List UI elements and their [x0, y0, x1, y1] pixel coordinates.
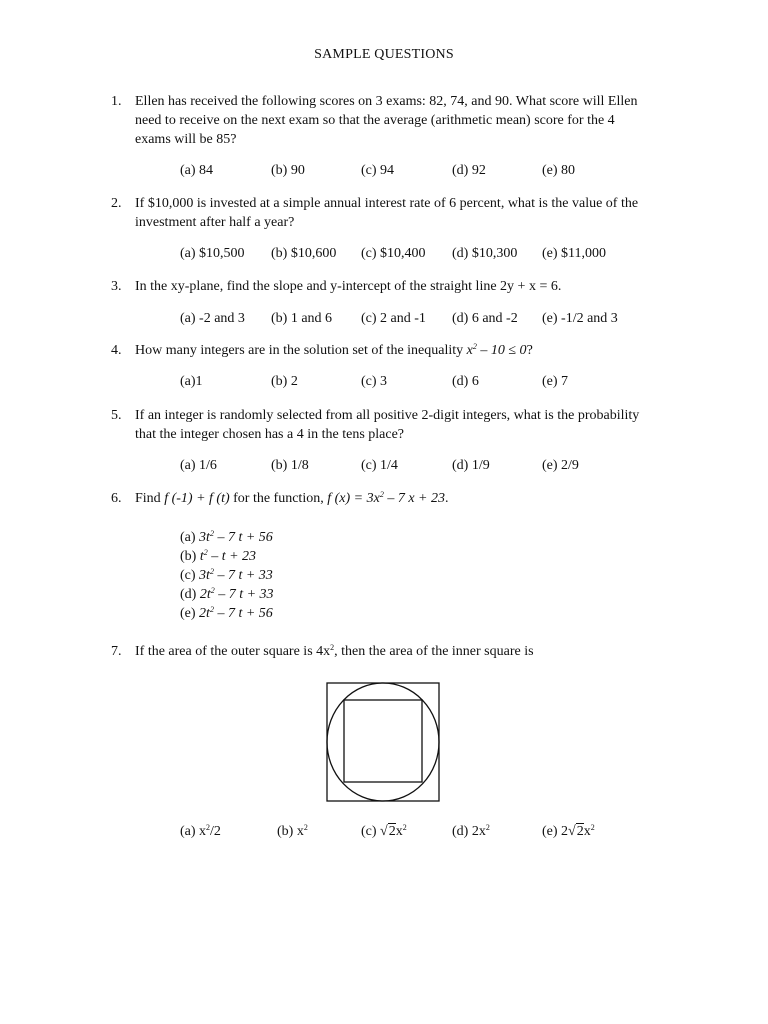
choice-d[interactable]: (d) $10,300: [452, 246, 518, 261]
stem-line: exams will be 85?: [135, 131, 237, 147]
choice-b[interactable]: (b) $t^2 - t + 23$: [180, 548, 257, 565]
question-number: 1.: [111, 94, 122, 109]
choice-d[interactable]: (d) $2t^2 - 7$ t + 33: [180, 586, 274, 603]
choice-b[interactable]: (b) 2: [271, 374, 298, 389]
choice-e[interactable]: (e) 80: [542, 163, 576, 178]
choice-d[interactable]: (d) 6 and -2: [452, 311, 518, 326]
question-number: 2.: [111, 196, 122, 211]
choice-a[interactable]: (a) $10,500: [180, 246, 245, 261]
stem-line: In the xy-plane, find the slope and y-intercept of the straight line 2y + x = 6.: [135, 279, 562, 294]
stem-text: How many integers are in the solution set of the inequality: [135, 343, 467, 358]
question-3: [111, 278, 671, 297]
sqrt-symbol: √2: [568, 824, 584, 839]
stem-line: If $10,000 is invested at a simple annual interest rate of 6 percent, what is the value of the: [135, 196, 639, 211]
question-stem: [135, 278, 671, 297]
choice-c[interactable]: (c) $3t^2 - 7$ t + 33: [180, 567, 273, 584]
choice-e[interactable]: (e) 7: [542, 374, 569, 389]
choice-c[interactable]: (c) 2 and -1: [361, 311, 426, 326]
choice-c[interactable]: (c) $√2x^2$: [361, 823, 407, 839]
choice-b[interactable]: (b) 1 and 6: [271, 311, 333, 326]
question-number: 4.: [111, 343, 122, 358]
choice-c[interactable]: (c) 94: [361, 163, 395, 178]
question-5: [111, 407, 671, 445]
choice-c[interactable]: (c) $10,400: [361, 246, 426, 261]
stem-line: investment after half a year?: [135, 214, 295, 230]
sum-expression: f (-1) + f (t): [164, 491, 230, 506]
answer-choices-1: [180, 163, 680, 182]
function-definition: f $(x) = 3x^2 - 7$ x + 23: [327, 490, 445, 506]
choice-d[interactable]: (d) $2x^2$: [452, 823, 490, 839]
choice-b[interactable]: (b) $10,600: [271, 246, 337, 261]
answer-choices-7: [180, 824, 680, 843]
question-number: 3.: [111, 279, 122, 294]
page-title: SAMPLE QUESTIONS: [314, 47, 454, 62]
inequality-expression: $x^2 - 10 \le 0$: [466, 342, 527, 358]
choice-e[interactable]: (e) $11,000: [542, 246, 607, 261]
choice-a[interactable]: (a) 84: [180, 163, 214, 178]
squares-circle-figure: [326, 682, 442, 804]
question-stem: [135, 93, 671, 149]
choice-d[interactable]: (d) 92: [452, 163, 486, 178]
stem-line: need to receive on the next exam so that the average (arithmetic mean) score for the 4: [135, 112, 615, 128]
choice-d[interactable]: (d) 6: [452, 374, 479, 389]
choice-b[interactable]: (b) 90: [271, 163, 305, 178]
question-number: 6.: [111, 491, 122, 506]
choice-e[interactable]: (e) $2t^2 - 7$ t + 56: [180, 605, 273, 622]
sqrt-symbol: √2: [380, 824, 396, 839]
question-stem: [135, 407, 671, 445]
stem-line: If an integer is randomly selected from all positive 2-digit integers, what is the probability: [135, 408, 640, 423]
choice-e[interactable]: (e) $2√2x^2$: [542, 823, 595, 839]
answer-choices-3: [180, 311, 680, 330]
inner-square: [344, 700, 422, 782]
choice-c[interactable]: (c) 1/4: [361, 458, 398, 473]
question-number: 5.: [111, 408, 122, 423]
stem-line: that the integer chosen has a 4 in the tens place?: [135, 426, 405, 442]
answer-choices-2: [180, 246, 680, 265]
question-7: [111, 643, 671, 662]
choice-b[interactable]: (b) 1/8: [271, 458, 309, 473]
choice-e[interactable]: (e) -1/2 and 3: [542, 311, 618, 326]
answer-choices-6: [180, 528, 274, 623]
choice-c[interactable]: (c) 3: [361, 374, 388, 389]
choice-e[interactable]: (e) 2/9: [542, 458, 579, 473]
choice-b[interactable]: (b) $x^2$: [277, 823, 308, 839]
answer-choices-4: [180, 374, 680, 393]
question-stem: [135, 195, 671, 233]
choice-a[interactable]: (a) $x^2/2$: [180, 823, 221, 839]
question-6: [111, 490, 671, 509]
choice-a[interactable]: (a) -2 and 3: [180, 311, 245, 326]
choice-a[interactable]: (a) $3t^2 - 7$ t + 56: [180, 529, 273, 545]
choice-a[interactable]: (a)1: [180, 374, 203, 389]
stem-line: Ellen has received the following scores on 3 exams: 82, 74, and 90. What score will Ellen: [135, 94, 638, 109]
question-stem: If the area of the outer square is $4x^2$, then the area of the inner square is: [135, 643, 534, 659]
choice-d[interactable]: (d) 1/9: [452, 458, 490, 473]
question-number: 7.: [111, 644, 122, 659]
question-stem: Find f (-1) + f (t) for the function, f $(x) = 3x^2 - 7$ x + 23.: [135, 490, 449, 506]
choice-a[interactable]: (a) 1/6: [180, 458, 217, 473]
question-stem: How many integers are in the solution set of the inequality $x^2 - 10 \le 0$?: [135, 342, 533, 358]
question-1: [111, 93, 671, 149]
question-4: [111, 342, 671, 361]
question-2: [111, 195, 671, 233]
answer-choices-5: [180, 458, 680, 477]
